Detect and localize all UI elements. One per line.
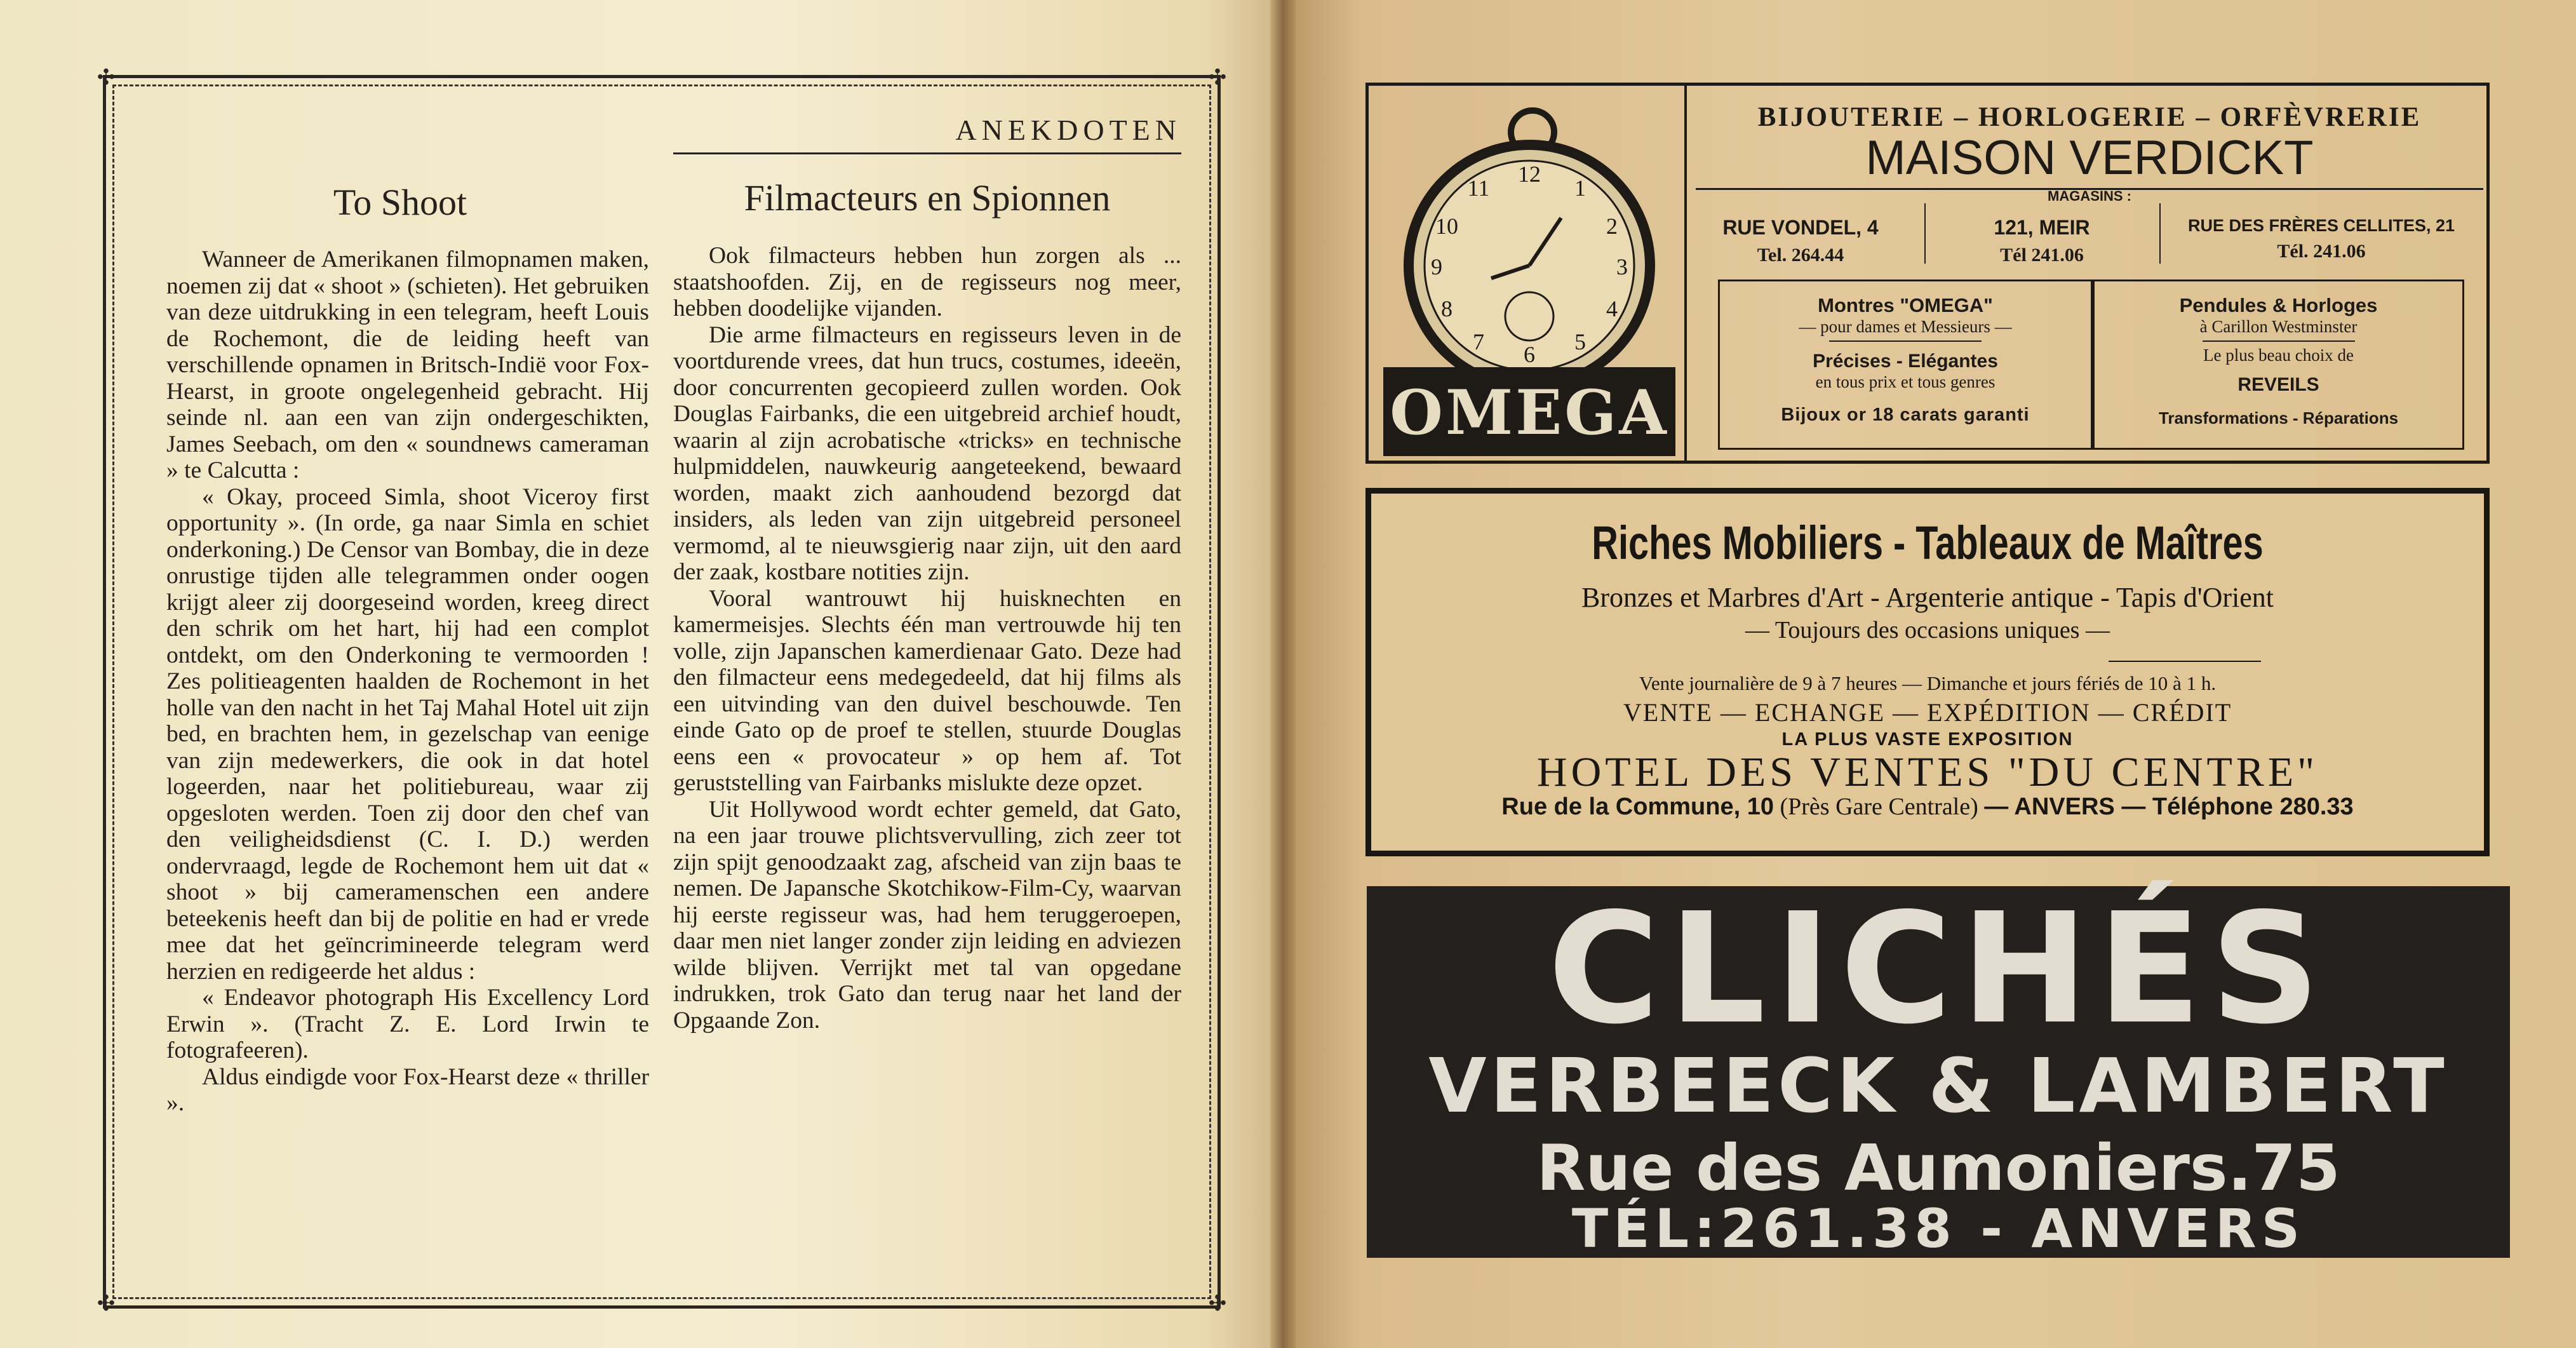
shop-phone: Tel. 264.44 [1757,245,1844,266]
shop-address [1696,216,1905,266]
ad-headline: CLICHÉS [1547,880,2330,1058]
ad-trades: BIJOUTERIE – HORLOGERIE – ORFÈVRERIE [1757,102,2422,132]
shop-address [1937,216,2147,266]
ad-shop-name: MAISON VERDICKT [1865,131,2314,185]
paragraph: Aldus eindigde voor Fox-Hearst deze « thriller ». [166,1063,649,1116]
divider [2203,340,2355,342]
svg-text:12: 12 [1518,161,1541,187]
paragraph: Ook filmacteurs hebben hun zorgen als ... staatshoofden. Zij, en de regisseurs nog meer, hebben doodelijke vijanden. [673,243,1181,321]
ad-box-pendules [2093,280,2464,450]
omega-logo-text: OMEGA [1390,377,1669,448]
shop-phone: Tél. 241.06 [2277,241,2366,262]
svg-text:7: 7 [1473,329,1484,354]
ad-line: — Toujours des occasions uniques — [1745,617,2110,644]
book-gutter [1270,0,1296,1348]
divider [2159,203,2161,264]
divider [2109,661,2261,662]
ad-address: Rue des Aumoniers.75 [1536,1131,2340,1205]
svg-text:10: 10 [1435,213,1458,239]
box-emphasis: Précises - Elégantes [1813,351,1998,372]
box-heading: Montres "OMEGA" [1818,294,1993,316]
svg-text:3: 3 [1616,254,1628,280]
ornament-icon: ✣ [1208,66,1227,90]
svg-text:11: 11 [1467,175,1490,201]
ad-location-note: (Près Gare Centrale) [1773,793,1985,820]
svg-text:1: 1 [1574,175,1586,201]
box-line: à Carillon Westminster [2199,317,2358,336]
paragraph: Die arme filmacteurs en regisseurs leven in de voortdurende vrees, dat hun trucs, costumes, ideeën, door concurrenten gecopieerd zullen worden. Ook Douglas Fairbanks, die een uitgebreid archief houdt, waarin al zijn acrobatische «tricks» en technische hulpmiddelen, nauwkeurig aangeteekend, bewaard worden, maakt zich aanhoudend bezorgd dat insiders, als leden van zijn uitgebreid personeel vermomd, al te nieuwsgierig naar zijn, uit den aard der zaak, kostbare notities zijn. [673,321,1181,585]
ad-divider [1684,86,1687,461]
divider [1829,340,1982,342]
svg-text:9: 9 [1431,254,1442,280]
article-title-to-shoot: To Shoot [333,182,467,223]
article-to-shoot [166,246,649,1117]
svg-text:4: 4 [1606,296,1618,321]
box-footer: Transformations - Réparations [2158,408,2399,428]
ornament-icon: ✣ [1208,1292,1227,1316]
divider [1924,203,1926,264]
ornament-icon: ✣ [97,1292,116,1316]
svg-text:6: 6 [1524,342,1535,367]
ad-title: Riches Mobiliers - Tableaux de Maîtres [1592,516,2264,569]
ornament-icon: ✣ [97,66,116,90]
section-heading: ANEKDOTEN [955,114,1181,146]
ad-line: LA PLUS VASTE EXPOSITION [1781,729,2074,750]
magasins-label: MAGASINS : [2048,188,2131,204]
paragraph: Vooral wantrouwt hij huisknechten en kamermeisjes. Slechts één man vertrouwde hij ten volle, zijn Japanschen kamerdienaar Gato. Deze had den filmacteur eens medegedeeld, dat hij films als een uitvinding van den duivel beschouwde. Ten einde Gato op de proef te stellen, stuurde Douglas eens een « provocateur » op hem af. Tot geruststelling van Fairbanks mislukte deze opzet. [673,585,1181,796]
box-line: — pour dames et Messieurs — [1799,317,2012,336]
ad-street: Rue de la Commune, 10 [1501,793,1774,820]
svg-text:5: 5 [1574,329,1586,354]
paragraph: « Endeavor photograph His Excellency Lord Erwin ». (Tracht Z. E. Lord Irwin te fotografeeren). [166,985,649,1063]
ad-hotel-name: HOTEL DES VENTES "DU CENTRE" [1536,749,2319,795]
article-filmacteurs [673,243,1181,1034]
box-line: Le plus beau choix de [2203,346,2354,365]
paragraph: « Okay, proceed Simla, shoot Viceroy first opportunity ». (In orde, ga naar Simla en schiet onderkoning.) De Censor van Bombay, die in deze onrustige tijden alle telegrammen onder oogen krijgt aleer zij doorgeseind worden, kreeg direct den schrik om het hart, hij had een complot ontdekt, om den Onderkoning te vermoorden ! Zes politieagenten haalden de Rochemont in het holle van den nacht in het Taj Mahal Hotel uit zijn bed, en brachten hem, in gezelschap van eenige van zijn medewerkers, die ook in dat hotel logeerden, naar het politiebureau, waar zij opgesloten werden. Toen zij door den chef van den veiligheidsdienst (C. I. D.) werden ondervraagd, legde de Rochemont hem uit dat « shoot » bij cameramenschen een andere beteekenis heeft dan bij de politie en had er vrede mee dat het geïncrimineerde telegram werd herzien en redigeerde het aldus : [166,483,649,985]
ad-line: VENTE — ECHANGE — EXPÉDITION — CRÉDIT [1623,698,2232,727]
ad-firm-name: VERBEECK & LAMBERT [1428,1042,2448,1129]
box-emphasis: REVEILS [2237,374,2319,395]
box-footer: Bijoux or 18 carats garanti [1781,405,2030,425]
shop-phone: Tél 241.06 [2000,245,2084,266]
ad-phone: TÉL:261.38 - ANVERS [1571,1197,2305,1260]
shop-address [2166,216,2477,262]
shop-street: RUE DES FRÈRES CELLITES, 21 [2187,216,2455,235]
svg-text:2: 2 [1606,213,1618,239]
ad-box-montres [1718,280,2093,450]
ad-line: Bronzes et Marbres d'Art - Argenterie antique - Tapis d'Orient [1581,582,2274,613]
box-line: en tous prix et tous genres [1815,372,1996,391]
ad-phone: — ANVERS — Téléphone 280.33 [1984,793,2354,820]
shop-street: 121, MEIR [1994,216,2090,239]
article-title-filmacteurs: Filmacteurs en Spionnen [744,177,1111,219]
ad-address-line [1372,793,2483,821]
box-heading: Pendules & Horloges [2179,294,2378,316]
svg-text:8: 8 [1441,296,1452,321]
paragraph: Uit Hollywood wordt echter gemeld, dat Gato, na een jaar trouwe plichtsvervulling, zich zeer tot zijn spijt genoodzaakt zag, afscheid van zijn baas te nemen. De Japansche Skotchikow-Film-Cy, waarvan hij eerste regisseur was, had hem teruggeroepen, daar men niet langer zonder zijn leiding en adviezen wilde blijven. Verrijkt met tal van opgedane indrukken, trok Gato dan terug naar het land der Opgaande Zon. [673,796,1181,1034]
heading-rule [673,152,1181,154]
ad-line: Vente journalière de 9 à 7 heures — Dimanche et jours fériés de 10 à 1 h. [1639,672,2217,694]
pocket-watch-logo [1371,88,1682,459]
shop-street: RUE VONDEL, 4 [1722,216,1879,239]
paragraph: Wanneer de Amerikanen filmopnamen maken, noemen zij dat « shoot » (schieten). Het gebruiken van deze uitdrukking in een telegram, heeft Louis de Rochemont, die de leiding heeft van verschillende opnamen in Britsch-Indië voor Fox-Hearst, in groote ongelegenheid gebracht. Hij seinde nl. aan een van zijn ondergeschikten, James Seebach, om den « soundnews cameraman » te Calcutta : [166,246,649,483]
